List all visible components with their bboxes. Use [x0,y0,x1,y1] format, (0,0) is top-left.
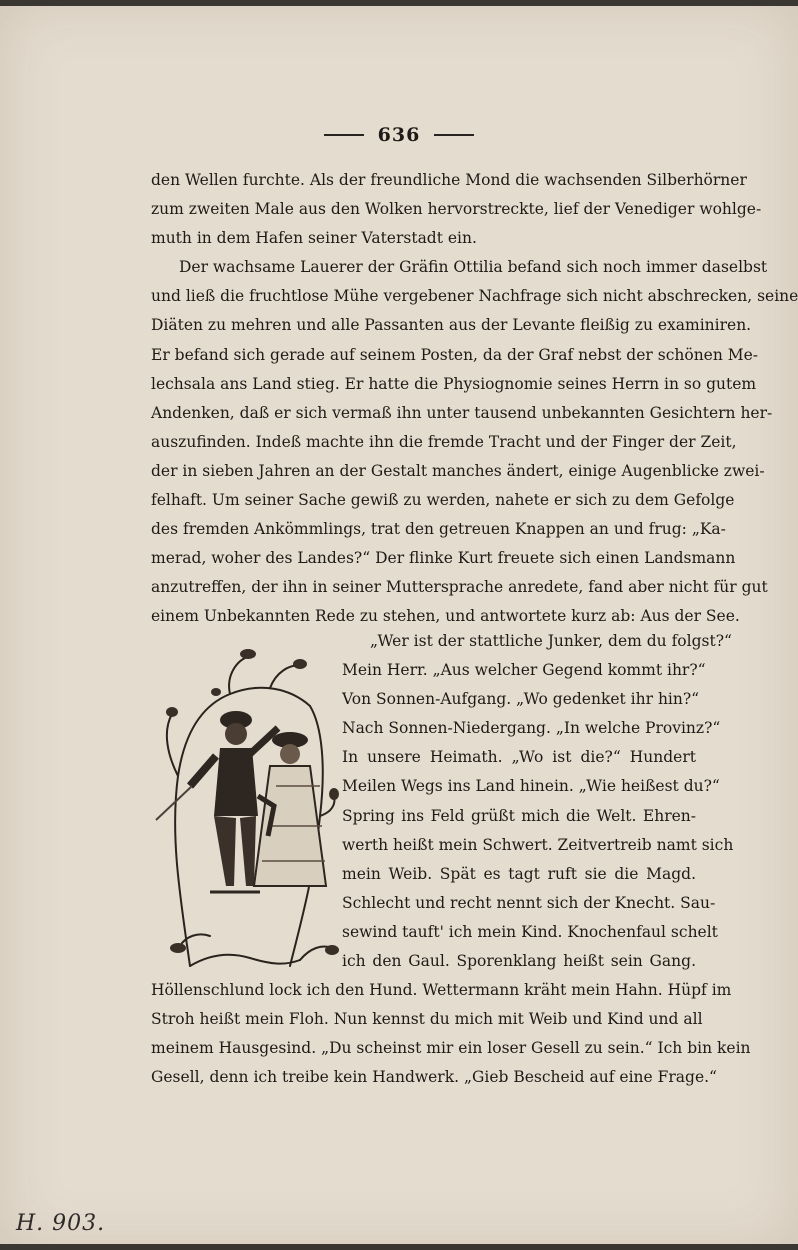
text-line: Schlecht und recht nennt sich der Knecht. Sau- [342,893,716,912]
text-line: und ließ die fruchtlose Mühe vergebener Nachfrage sich nicht abschrecken, seine [151,287,798,306]
text-line: des fremden Ankömmlings, trat den getreuen Knappen an und frug: „Ka- [151,520,726,539]
text-line: Spring ins Feld grüßt mich die Welt. Ehren- [342,806,696,825]
page-header [0,124,798,146]
text-line: meinem Hausgesind. „Du scheinst mir ein loser Gesell zu sein.“ Ich bin kein [151,1039,751,1058]
page-number: 636 [377,124,421,146]
text-line: ich den Gaul. Sporenklang heißt sein Gang. [342,952,696,971]
text-line: Mein Herr. „Aus welcher Gegend kommt ihr?“ [342,661,706,680]
text-line: merad, woher des Landes?“ Der flinke Kurt freuete sich einen Landsmann [151,549,736,568]
text-line: muth in dem Hafen seiner Vaterstadt ein. [151,229,477,248]
header-rule-right [434,134,474,136]
text-line: zum zweiten Male aus den Wolken hervorstreckte, lief der Venediger wohlge- [151,200,762,219]
text-line: mein Weib. Spät es tagt ruft sie die Magd. [342,864,696,883]
body-text-top [151,166,798,632]
text-line: Meilen Wegs ins Land hinein. „Wie heißest du?“ [342,777,720,796]
text-line: felhaft. Um seiner Sache gewiß zu werden, nahete er sich zu dem Gefolge [151,491,735,510]
text-line: auszufinden. Indeß machte ihn die fremde Tracht und der Finger der Zeit, [151,432,737,451]
text-line: „Wer ist der stattliche Junker, dem du folgst?“ [370,632,732,650]
header-rule-left [324,134,364,136]
text-line: sewind tauft' ich mein Kind. Knochenfaul schelt [342,922,718,941]
text-line: Von Sonnen-Aufgang. „Wo gedenket ihr hin?“ [342,690,700,709]
text-line: Der wachsame Lauerer der Gräfin Ottilia befand sich noch immer daselbst [179,258,768,277]
library-call-mark: H. 903. [16,1211,106,1236]
text-line: Gesell, denn ich treibe kein Handwerk. „Gieb Bescheid auf eine Frage.“ [151,1068,717,1087]
body-text-bottom [151,976,751,1092]
text-line: In unsere Heimath. „Wo ist die?“ Hundert [342,748,696,767]
text-line: der in sieben Jahren an der Gestalt manches ändert, einige Augenblicke zwei- [151,461,765,480]
text-line: Diäten zu mehren und alle Passanten aus der Levante fleißig zu examiniren. [151,316,752,335]
text-line: anzutreffen, der ihn in seiner Muttersprache anredete, fand aber nicht für gut [151,578,768,597]
text-line: werth heißt mein Schwert. Zeitvertreib namt sich [342,835,734,854]
body-text-wrap [342,627,734,976]
text-line: Nach Sonnen-Niedergang. „In welche Provinz?“ [342,719,721,738]
text-line: einem Unbekannten Rede zu stehen, und antwortete kurz ab: Aus der See. [151,607,740,626]
woodcut-illustration [150,636,336,976]
text-line: den Wellen furchte. Als der freundliche Mond die wachsenden Silberhörner [151,171,747,189]
text-line: Er befand sich gerade auf seinem Posten, da der Graf nebst der schönen Me- [151,345,759,364]
text-line: lechsala ans Land stieg. Er hatte die Physiognomie seines Herrn in so gutem [151,374,757,393]
text-line: Höllenschlund lock ich den Hund. Wettermann kräht mein Hahn. Hüpf im [151,981,732,999]
text-line: Andenken, daß er sich vermaß ihn unter tausend unbekannten Gesichtern her- [151,403,773,422]
text-line: Stroh heißt mein Floh. Nun kennst du mich mit Weib und Kind und all [151,1010,703,1029]
